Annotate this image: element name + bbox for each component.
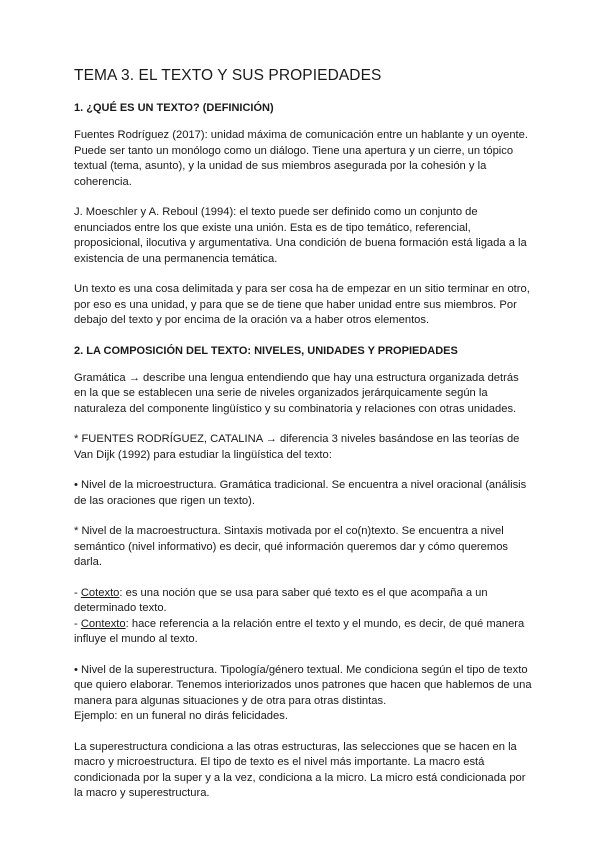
paragraph-fuentes-definition: Fuentes Rodríguez (2017): unidad máxima de comunicación entre un hablante y un oyente. Puede ser tanto un monólogo como un diálogo. Tiene una apertura y un cierre, un tópico textual (tema, asunto), y la unidad de sus miembros asegurada por la cohesión y la coherencia.	[74, 129, 528, 188]
section-2-heading: 2. LA COMPOSICIÓN DEL TEXTO: NIVELES, UNIDADES Y PROPIEDADES	[74, 344, 458, 357]
paragraph-fuentes-niveles: * FUENTES RODRÍGUEZ, CATALINA → diferencia 3 niveles basándose en las teorías de Van Dijk (1992) para estudiar la lingüística del texto:	[74, 433, 520, 461]
contexto-term: Contexto	[80, 617, 126, 630]
paragraph-microestructura: • Nivel de la microestructura. Gramática tradicional. Se encuentra a nivel oracional (análisis de las oraciones que rigen un texto).	[74, 479, 527, 507]
cotexto-definition: : es una noción que se usa para saber qué texto es el que acompaña a un determinado texto.	[74, 586, 488, 614]
paragraph-text-unity: Un texto es una cosa delimitada y para ser cosa ha de empezar en un sitio terminar en otro, por eso es una unidad, y para que se de tiene que haber unidad entre sus miembros. Por debajo del texto y por encima de la oración va a haber otros elementos.	[74, 283, 530, 326]
paragraph-contexto	[74, 617, 534, 648]
paragraph-cotexto	[74, 586, 534, 617]
section-1-heading: 1. ¿QUÉ ES UN TEXTO? (DEFINICIÓN)	[74, 102, 274, 114]
contexto-dash: -	[74, 617, 81, 630]
contexto-definition: : hace referencia a la relación entre el texto y el mundo, es decir, de qué manera influye el mundo al texto.	[74, 617, 525, 645]
paragraph-superestructura-conditions: La superestructura condiciona a las otras estructuras, las selecciones que se hacen en la macro y microestructura. El tipo de texto es el nivel más importante. La macro está condicionada por la super y a la vez, condiciona a la micro. La micro está condicionada por la macro y superestructura.	[74, 740, 526, 799]
cotexto-dash: -	[74, 586, 81, 599]
paragraph-moeschler-definition: J. Moeschler y A. Reboul (1994): el texto puede ser definido como un conjunto de enunciados entre los que existe una unión. Esta es de tipo temático, referencial, proposicional, ilocutiva y argumentativa. Una condición de buena formación está ligada a la existencia de una permanencia temática.	[74, 206, 527, 265]
paragraph-gramatica: Gramática → describe una lengua entendiendo que hay una estructura organizada detrás en la que se establecen una serie de niveles organizados jerárquicamente según la naturaleza del componente lingüístico y su combinatoria y relaciones con otras unidades.	[74, 371, 519, 415]
document-title: TEMA 3. EL TEXTO Y SUS PROPIEDADES	[74, 67, 382, 84]
paragraph-example: Ejemplo: en un funeral no dirás felicidades.	[74, 710, 288, 722]
cotexto-term: Cotexto	[80, 586, 120, 599]
document-page	[74, 66, 534, 817]
paragraph-superestructura: • Nivel de la superestructura. Tipología/género textual. Me condiciona según el tipo de texto que quiero elaborar. Tenemos interiorizados unos patrones que hacen que hablemos de una manera para algunas situaciones y de otra para otras distintas.	[74, 663, 532, 707]
paragraph-macroestructura: * Nivel de la macroestructura. Sintaxis motivada por el co(n)texto. Se encuentra a nivel semántico (nivel informativo) es decir, qué información queremos dar y cómo queremos darla.	[74, 525, 509, 568]
